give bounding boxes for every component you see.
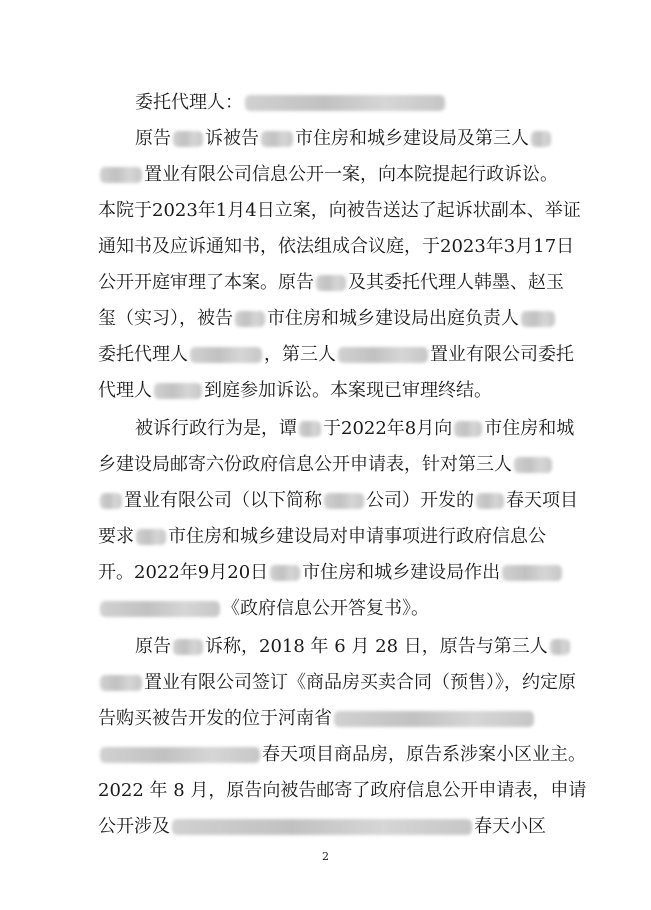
text-line: 开。2022年9月20日 市住房和城乡建设局作出 — [98, 556, 564, 590]
redacted-text — [173, 639, 203, 655]
redacted-text — [100, 167, 142, 183]
redacted-text — [190, 347, 262, 363]
redacted-text — [245, 95, 445, 111]
text-line: 原告 诉称，2018 年 6 月 28 日，原告与第三人 — [135, 630, 572, 664]
text-line: 原告 诉被告 市住房和城乡建设局及第三人 — [135, 122, 553, 156]
redacted-text — [454, 421, 482, 437]
redacted-text — [299, 421, 321, 437]
text-line: 乡建设局邮寄六份政府信息公开申请表，针对第三人 — [98, 448, 554, 482]
redacted-text — [172, 819, 472, 835]
text-line: 公开开庭审理了本案。原告 及其委托代理人韩墨、赵玉 — [98, 272, 564, 293]
redacted-text — [316, 275, 346, 291]
text-line: 被诉行政行为是，谭 于2022年8月向 市住房和城 — [135, 418, 575, 439]
redacted-text — [502, 565, 562, 581]
redacted-text — [476, 493, 504, 509]
text-line: 置业有限公司信息公开一案，向本院提起行政诉讼。 — [98, 158, 558, 192]
redacted-text — [100, 747, 260, 763]
text-line: 委托代理人： — [135, 86, 447, 120]
redacted-text — [100, 493, 122, 509]
page-number: 2 — [322, 850, 329, 863]
redacted-text — [235, 311, 265, 327]
redacted-text — [270, 565, 300, 581]
redacted-text — [100, 601, 220, 617]
redacted-text — [100, 675, 142, 691]
redacted-text — [514, 457, 552, 473]
text-line: 通知书及应诉通知书，依法组成合议庭，于2023年3月17日 — [98, 236, 575, 257]
redacted-text — [334, 711, 534, 727]
redacted-text — [521, 311, 555, 327]
text-line: 代理人 到庭参加诉讼。本案现已审理终结。 — [98, 380, 492, 401]
text-line: 《政府信息公开答复书》。 — [98, 592, 429, 626]
text-line: 2022 年 8 月，原告向被告邮寄了政府信息公开申请表，申请 — [98, 780, 587, 801]
text-line: 置业有限公司签订《商品房买卖合同（预售）》，约定原 — [98, 666, 576, 700]
redacted-text — [154, 383, 202, 399]
redacted-text — [338, 347, 428, 363]
redacted-text — [261, 131, 293, 147]
text-line: 春天项目商品房，原告系涉案小区业主。 — [98, 738, 586, 772]
text-line: 委托代理人 ，第三人 置业有限公司委托 — [98, 344, 574, 365]
text-line: 本院于2023年1月4日立案，向被告送达了起诉状副本、举证 — [98, 200, 581, 221]
text-line: 告购买被告开发的位于河南省 — [98, 702, 536, 736]
text-line: 置业有限公司（以下简称 公司）开发的 春天项目 — [98, 484, 578, 518]
text-line: 要求 市住房和城乡建设局对申请事项进行政府信息公 — [98, 526, 546, 547]
text-line: 玺（实习），被告 市住房和城乡建设局出庭负责人 — [98, 302, 557, 336]
redacted-text — [173, 131, 203, 147]
redacted-text — [531, 131, 551, 147]
text-line: 公开涉及 春天小区 — [98, 816, 546, 837]
redacted-text — [324, 493, 364, 509]
redacted-text — [550, 639, 570, 655]
redacted-text — [136, 529, 166, 545]
